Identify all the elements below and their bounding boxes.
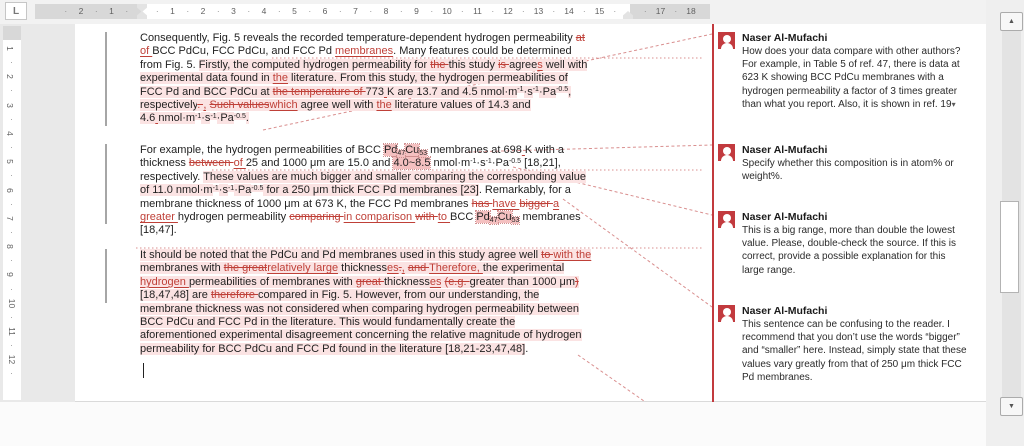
comment-content (742, 143, 968, 183)
text-run: FCC Pd and BCC PdCu at (140, 85, 273, 98)
text-run: [18,21], (521, 157, 561, 170)
deleted-text: at (575, 32, 585, 44)
text-run: respectively (140, 98, 198, 111)
comment-anchor-text: 47 (489, 216, 498, 224)
ruler-number: 2 (78, 6, 84, 16)
text-run: compared in Fig. 5. However, from our understanding, the (258, 289, 540, 302)
text-run: ·s (218, 184, 228, 197)
comment-anchor-text: Pd (383, 144, 398, 156)
ruler-tick: · (674, 6, 678, 16)
text-run: agree well with (297, 98, 377, 111)
text-run: the experimental (482, 262, 565, 275)
ruler-tick: · (10, 57, 13, 68)
ruler-number: 12 (7, 355, 18, 365)
text-run: literature values of 14.3 and (391, 98, 531, 111)
ruler-number: 11 (473, 6, 482, 16)
ruler-number: 5 (4, 159, 15, 165)
text-run: -0.5 (233, 112, 246, 120)
text-run: membranes with (140, 262, 224, 275)
text-run: ·s (476, 157, 486, 170)
inserted-text: the (272, 72, 288, 85)
text-run: respectively. (140, 170, 204, 183)
text-run: greater than 1000 μm (469, 275, 576, 288)
text-run: 773 (365, 85, 384, 98)
text-run: -1 (517, 86, 524, 94)
ruler-tick: · (643, 6, 647, 16)
text-run: permeability for BCC PdCu and FCC Pd found in the literature [18,21-23,47,48] (140, 342, 526, 355)
ruler-tick: · (277, 6, 281, 16)
inserted-text: a (552, 197, 560, 210)
ruler-tick: · (155, 6, 159, 16)
text-run: ·Pa (234, 184, 252, 197)
inserted-text: Therefore, (429, 262, 483, 275)
deleted-text: . (197, 98, 204, 111)
text-run: membrane thickness was not considered when comparing hydrogen permeability between (140, 302, 580, 315)
comment-anchor-text: Pd (476, 210, 490, 223)
comment-anchor-text: Cu (497, 210, 512, 223)
ruler-tick: · (10, 340, 13, 351)
text-run: It should be noted that the PdCu and Pd membranes used in this study agree well (140, 249, 542, 261)
text-run: nmol·m (430, 157, 471, 170)
ruler-right-margin (630, 4, 710, 19)
user-avatar-icon (718, 305, 735, 322)
text-run: hydrogen permeability (177, 210, 290, 223)
scroll-down-button[interactable] (1000, 397, 1023, 416)
text-run: thickness (383, 275, 430, 288)
inserted-text: of (233, 157, 246, 170)
inserted-text: of (140, 45, 153, 58)
ruler-tick: · (552, 6, 556, 16)
deleted-text: the great (223, 262, 268, 275)
deleted-text: great (355, 275, 384, 288)
comment-body: How does your data compare with other authors? For example, in Table 5 of ref. 47, there is data at 623 K showing BCC PdCu membranes with a hydrogen permeability a factor of 3 times greater than what you report. Also, it is shown in ref. 19▾ (742, 46, 961, 110)
deleted-text: the temperature of (272, 85, 366, 98)
comment-anchor-text: 53 (511, 216, 520, 224)
comment-author: Naser Al-Mufachi (742, 144, 828, 156)
inserted-text: membranes (335, 45, 394, 58)
text-run: -0.5 (556, 86, 569, 94)
text-run: -1 (485, 157, 492, 165)
ruler-number: 4 (261, 6, 267, 16)
inserted-text: to (437, 210, 451, 223)
inserted-text: es (429, 275, 442, 288)
ruler-tick: · (491, 6, 495, 16)
ruler-number: 17 (655, 6, 666, 16)
text-run: experimental data found in (140, 72, 273, 85)
deleted-text: ) (575, 275, 579, 288)
text-run: agree (509, 58, 538, 71)
horizontal-ruler (0, 0, 1024, 24)
inserted-text: s (537, 58, 543, 71)
text-run: [18,47]. (140, 224, 177, 237)
text-run: BCC PdCu, FCC PdCu, and FCC Pd (152, 45, 336, 58)
deleted-text: therefore (210, 289, 259, 302)
comment-anchor-text: Cu (405, 144, 420, 156)
ruler-number: 10 (442, 6, 452, 16)
scroll-up-icon: ▲ (1008, 18, 1015, 25)
ruler-number: 7 (353, 6, 358, 16)
deleted-text: is (498, 58, 510, 71)
comment-content (742, 210, 968, 277)
ruler-number: 1 (170, 6, 175, 16)
text-run: ·Pa (216, 112, 234, 125)
comment-anchor-text: 53 (419, 150, 428, 157)
ruler-number: 6 (4, 187, 15, 193)
comment-anchor-text: 4.0~8.5 (393, 157, 431, 170)
ruler-number: 6 (322, 6, 328, 16)
vertical-ruler (3, 26, 21, 400)
ruler-tick: · (94, 6, 98, 16)
inserted-text: relatively large (267, 262, 339, 275)
ruler-tick: · (10, 255, 13, 266)
ruler-number: 12 (503, 6, 513, 16)
vertical-ruler-margin (3, 26, 21, 40)
text-run: ·Pa (538, 85, 557, 98)
ruler-tick: · (125, 6, 129, 16)
ruler-number: 13 (533, 6, 544, 16)
comment-author: Naser Al-Mufachi (742, 211, 828, 223)
ruler-tick: · (399, 6, 403, 16)
text-run: K with a (524, 144, 565, 156)
deleted-text: between (188, 157, 234, 170)
ruler-tick: · (247, 6, 251, 16)
text-run: thickness (140, 157, 189, 170)
comment-author: Naser Al-Mufachi (742, 32, 828, 44)
ruler-number: 11 (6, 327, 17, 336)
text-run: 25 and 1000 μm are 15.0 and (245, 157, 394, 170)
text-run: from Fig. 5. (140, 58, 199, 71)
ruler-tick: · (10, 85, 13, 96)
text-run: nmol·m (158, 112, 196, 125)
text-run: BCC PdCu and FCC Pd in the literature. This would fundamentally create the (140, 315, 516, 328)
comment-body: This sentence can be confusing to the reader. I recommend that you don’t use the words “bigger” and “smaller” here. Instead, simply state that these values vary greatly from that of 250 μm thick FCC Pd membranes. (742, 319, 967, 383)
text-run: -1 (227, 184, 235, 192)
tab-left-icon: L (12, 5, 20, 17)
deleted-text: with (415, 210, 438, 223)
text-run: -1 (532, 86, 539, 94)
ruler-number: 8 (383, 6, 389, 16)
ruler-tick: · (10, 311, 13, 322)
text-run: thickness (338, 262, 388, 275)
text-run: -1 (470, 157, 477, 165)
ruler-tick: · (216, 6, 220, 16)
ruler-number: 15 (594, 6, 605, 16)
ruler-number: 14 (564, 6, 574, 16)
text-run: -0.5 (508, 157, 522, 165)
document-page[interactable] (75, 24, 986, 402)
ruler-tick: · (10, 142, 13, 153)
inserted-text: which (269, 98, 298, 111)
user-avatar-icon (718, 32, 735, 49)
ruler-tick: · (10, 113, 13, 124)
ruler-tick: · (582, 6, 586, 16)
ruler-tick: · (186, 6, 190, 16)
text-run: ·s (523, 85, 533, 98)
inserted-text: have (492, 197, 520, 210)
ruler-number: 2 (200, 6, 206, 16)
deleted-text: . (398, 262, 402, 275)
text-run: For example, the hydrogen permeabilities of BCC (140, 144, 384, 156)
ruler-number: 7 (4, 215, 15, 221)
ruler-number: 1 (4, 46, 15, 51)
ruler-number: 10 (7, 298, 18, 308)
ruler-number: 2 (4, 74, 15, 80)
ruler-number: 3 (4, 102, 15, 108)
text-run: K are 13.7 and 4.5 nmol·m (387, 85, 518, 98)
inserted-text: hydrogen (140, 275, 189, 288)
inserted-text: , (401, 262, 405, 275)
text-run: 4.6 (140, 112, 156, 125)
comment-body: This is a big range, more than double the lowest value. Please, double-check the source. If this is correct, provide a possible explanation for this large range. (742, 225, 957, 276)
text-run: [18,47,48] are (140, 289, 211, 302)
comment-content (742, 31, 968, 111)
ruler-tick: · (10, 283, 13, 294)
ruler-number: 3 (231, 6, 236, 16)
text-run: membranes (519, 210, 581, 223)
ruler-tick: · (338, 6, 342, 16)
ruler-tick: · (10, 198, 13, 209)
text-run: -1 (212, 184, 219, 192)
scrollbar-thumb[interactable] (1000, 201, 1019, 293)
comment-content (742, 304, 968, 384)
text-run: These values are much bigger and smaller comparing the corresponding value (203, 170, 586, 183)
text-run: -0.5 (251, 184, 264, 192)
deleted-text: to (541, 249, 554, 261)
text-run: for a 250 μm thick FCC Pd membranes [23] (263, 184, 479, 197)
user-avatar-icon (718, 144, 735, 161)
ruler-tick: · (613, 6, 617, 16)
inserted-text: the (376, 98, 392, 111)
text-run: Consequently, Fig. 5 reveals the recorded temperature-dependent hydrogen permeability (140, 32, 576, 44)
comment-author: Naser Al-Mufachi (742, 305, 828, 317)
ruler-tick: · (10, 226, 13, 237)
text-run: aforementioned experimental disagreement concerning the relative magnitude of hydrogen (140, 329, 582, 342)
ruler-number: 18 (686, 6, 696, 16)
ruler-tick: · (10, 368, 13, 379)
inserted-text: greater (140, 210, 178, 223)
text-run: . Remarkably, for a (478, 184, 571, 197)
text-run: of 11.0 nmol·m (140, 184, 213, 197)
text-run: -1 (195, 112, 202, 120)
text-run: BCC (450, 210, 477, 223)
text-run: membranes at 698 (427, 144, 522, 156)
ruler-number: 9 (4, 272, 15, 278)
text-run: Firstly, the computed hydrogen permeability for (198, 58, 431, 71)
vertical-scrollbar[interactable] (1000, 12, 1023, 416)
expand-more-icon[interactable]: ▾ (951, 99, 956, 109)
deleted-text: (e.g. (444, 275, 470, 288)
text-run: . Many features could be determined (393, 45, 572, 58)
inserted-text: es (387, 262, 399, 275)
text-run: this study (448, 58, 499, 71)
inserted-text: in comparison (343, 210, 416, 223)
ruler-number: 9 (414, 6, 419, 16)
deleted-text: bigger (519, 197, 553, 210)
comment-body: Specify whether this composition is in atom% or weight%. (742, 158, 954, 183)
deleted-text: the (430, 58, 449, 71)
ruler-tick: · (521, 6, 525, 16)
user-avatar-icon (718, 211, 735, 228)
text-run: permeabilities of membranes with (188, 275, 356, 288)
scroll-up-button[interactable] (1000, 12, 1023, 31)
text-run: membrane thickness of 1000 μm at 673 K, the FCC Pd membranes (140, 197, 472, 210)
text-run: , (568, 85, 572, 98)
ruler-tick: · (460, 6, 464, 16)
text-run: literature. From this study, the hydrogen permeabilities of (288, 72, 568, 85)
deleted-text: and (407, 262, 430, 275)
deleted-text: has (471, 197, 493, 210)
ruler-tick: · (10, 170, 13, 181)
ruler-number: 4 (4, 131, 15, 136)
ruler-tick: · (369, 6, 373, 16)
text-run: well with (542, 58, 588, 71)
ruler-tick: · (430, 6, 434, 16)
scroll-down-icon: ▼ (1008, 403, 1015, 410)
comment-anchor-text: 47 (397, 150, 406, 157)
deleted-text: comparing (289, 210, 344, 223)
text-run: ·s (201, 112, 211, 125)
text-run: . (245, 112, 249, 125)
comments-pane (75, 24, 986, 402)
ruler-number: 5 (292, 6, 297, 16)
inserted-text: , (203, 98, 207, 111)
ruler-tick: · (308, 6, 312, 16)
text-run: . (525, 342, 529, 355)
ruler-tick: · (64, 6, 68, 16)
text-run: -1 (210, 112, 217, 120)
ruler-number: 1 (109, 6, 114, 16)
inserted-text: with the (553, 249, 592, 261)
ruler-number: 8 (4, 244, 15, 249)
deleted-text: Such values (209, 98, 270, 111)
text-run: ·Pa (491, 157, 509, 170)
